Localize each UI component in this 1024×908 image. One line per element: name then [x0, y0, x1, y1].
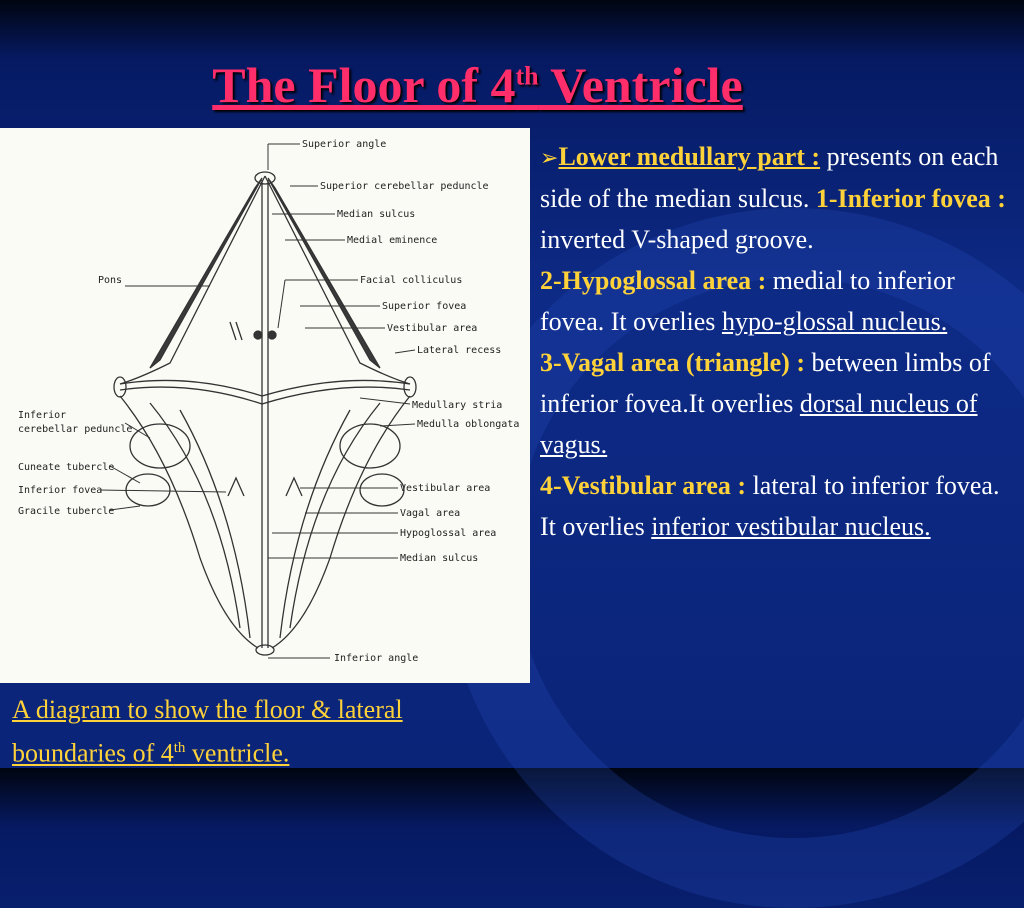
left-superior-peduncle-band — [150, 178, 262, 368]
label-median-sulcus: Median sulcus — [337, 209, 416, 220]
point-3-heading: 3-Vagal area (triangle) : — [540, 348, 806, 377]
diagram-caption: A diagram to show the floor & lateral boundaries of 4th ventricle. — [12, 695, 403, 768]
label-superior-angle: Superior angle — [302, 139, 387, 150]
label-medulla-oblongata: Medulla oblongata — [417, 419, 520, 430]
label-inferior-fovea: Inferior fovea — [18, 485, 103, 496]
fourth-ventricle-diagram — [0, 128, 530, 683]
label-superior-fovea: Superior fovea — [382, 301, 467, 312]
label-facial-colliculus: Facial colliculus — [360, 275, 463, 286]
label-medullary-stria: Medullary stria — [412, 400, 503, 411]
arrow-bullet-icon: ➢ — [540, 145, 559, 170]
point-1-heading: 1-Inferior fovea : — [815, 184, 1006, 213]
label-inferior-angle: Inferior angle — [334, 653, 419, 664]
content-text: ➢Lower medullary part : presents on each side of the median sulcus. 1-Inferior fovea : inverted V-shaped groove. 2-Hypoglossal area : medial to inferior fovea. It overlies hypo-glossal nucleus. 3-Vagal area (triangle) : between limbs of inferior fovea.It overlies dorsal nucleus of vagus. 4-Vestibular area : lateral to inferior fovea. It overlies inferior vestibular nucleus. — [540, 142, 1006, 541]
label-vagal-area: Vagal area — [400, 508, 461, 519]
label-gracile-tubercle: Gracile tubercle — [18, 506, 115, 517]
label-lateral-recess: Lateral recess — [417, 345, 502, 356]
point-2-heading: 2-Hypoglossal area : — [540, 266, 767, 295]
label-pons: Pons — [98, 275, 123, 286]
label-hypoglossal-area: Hypoglossal area — [400, 528, 497, 539]
label-vestibular-area: Vestibular area — [387, 323, 478, 334]
right-superior-peduncle-band — [268, 178, 380, 368]
label-superior-cerebellar-peduncle: Superior cerebellar peduncle — [320, 181, 489, 192]
slide-title: The Floor of 4th Ventricle — [212, 56, 743, 113]
label-inferior-cerebellar-peduncle-2: cerebellar peduncle — [18, 424, 133, 435]
label-inferior-cerebellar-peduncle-1: Inferior — [18, 410, 67, 421]
label-median-sulcus-lower: Median sulcus — [400, 553, 479, 564]
point-4-heading: 4-Vestibular area : — [540, 471, 747, 500]
label-medial-eminence: Medial eminence — [347, 235, 438, 246]
label-cuneate-tubercle: Cuneate tubercle — [18, 462, 115, 473]
section-heading: Lower medullary part : — [558, 142, 821, 171]
label-vestibular-area-lower: Vestibular area — [400, 483, 491, 494]
